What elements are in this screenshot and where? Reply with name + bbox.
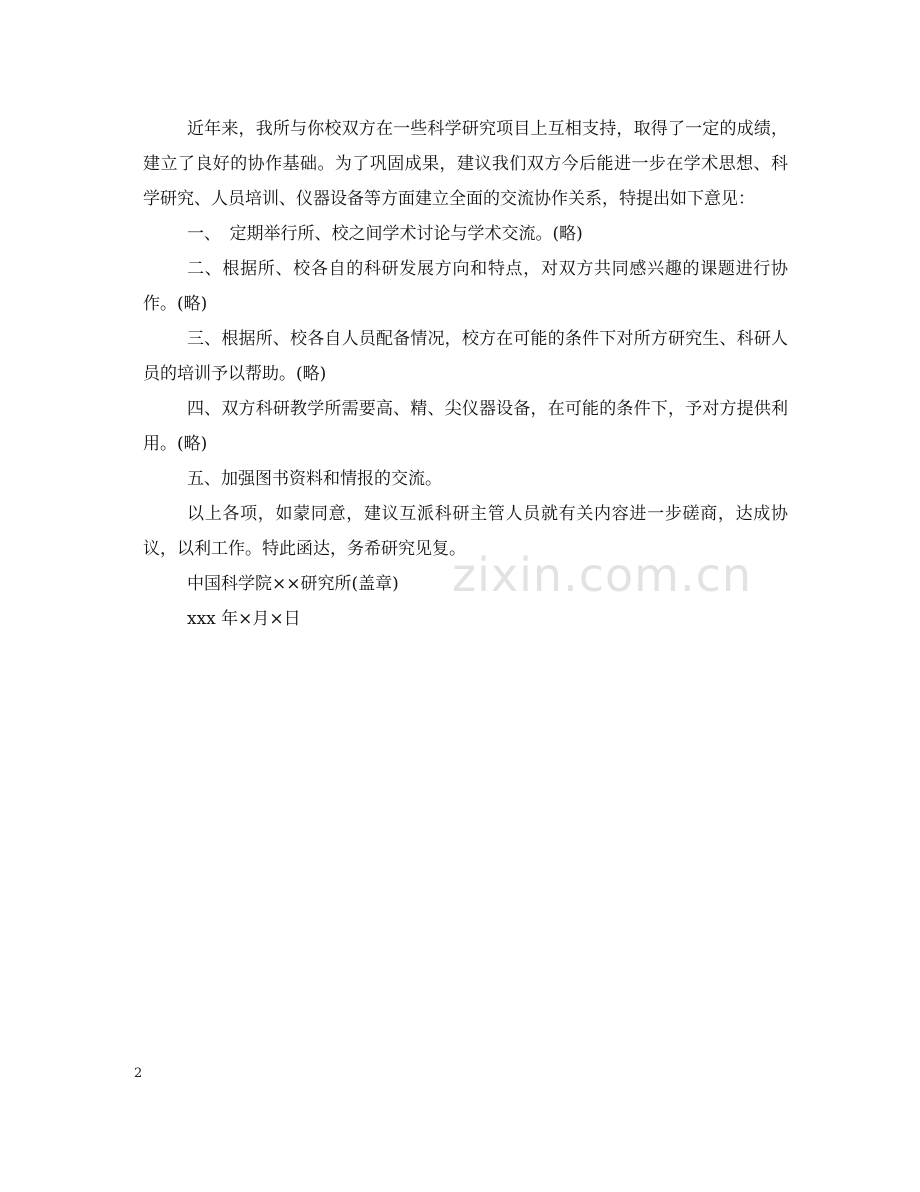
- item-3: 三、根据所、校各自人员配备情况，校方在可能的条件下对所方研究生、科研人员的培训予以帮助。(略): [143, 329, 788, 384]
- date: xxx 年×月×日: [187, 609, 301, 629]
- signature: 中国科学院××研究所(盖章): [187, 574, 399, 594]
- item-5: 五、加强图书资料和情报的交流。: [187, 469, 442, 489]
- watermark: zixin.com.cn: [452, 548, 753, 602]
- item-1: 一、 定期举行所、校之间学术讨论与学术交流。(略): [187, 224, 583, 244]
- page-number: 2: [134, 1066, 143, 1081]
- item-2: 二、根据所、校各自的科研发展方向和特点，对双方共同感兴趣的课题进行协作。(略): [143, 259, 788, 314]
- intro-paragraph: 近年来，我所与你校双方在一些科学研究项目上互相支持，取得了一定的成绩，建立了良好的协作基础。为了巩固成果，建议我们双方今后能进一步在学术思想、科学研究、人员培训、仪器设备等方面建立全面的交流协作关系，特提出如下意见：: [143, 119, 788, 209]
- closing-paragraph: 以上各项，如蒙同意，建议互派科研主管人员就有关内容进一步磋商，达成协议，以利工作。特此函达，务希研究见复。: [143, 504, 788, 559]
- letter-body: [143, 112, 788, 637]
- item-4: 四、双方科研教学所需要高、精、尖仪器设备，在可能的条件下，予对方提供利用。(略): [143, 399, 788, 454]
